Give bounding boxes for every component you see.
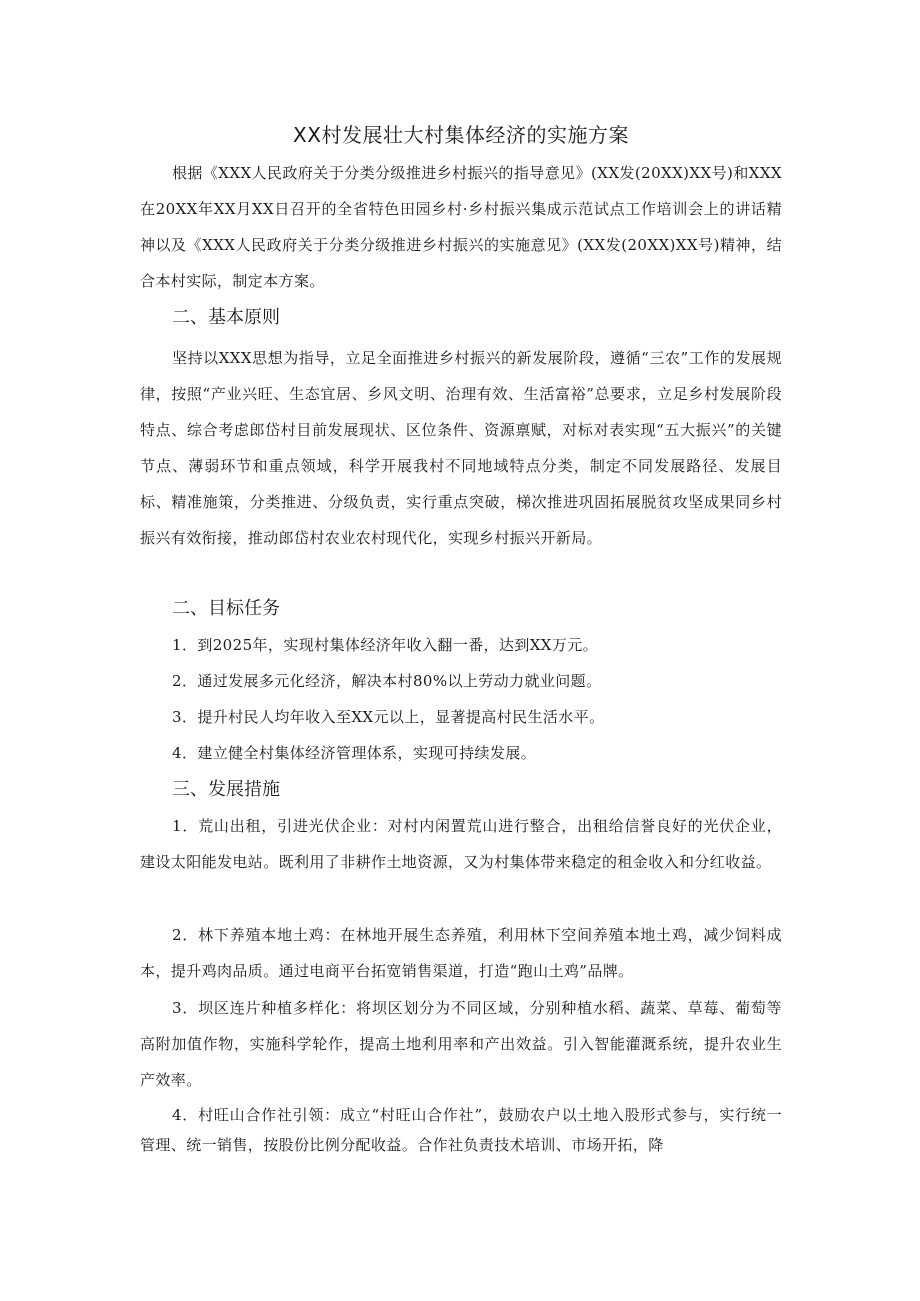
section-heading-principles: 二、基本原则 <box>172 307 280 328</box>
goal-item: 1．到2025年，实现村集体经济年收入翻一番，达到XX万元。 <box>172 636 599 654</box>
intro-paragraph: 根据《XXX人民政府关于分类分级推进乡村振兴的指导意见》(XX发(20XX)XX号)和XXX在20XX年XX月XX日召开的全省特色田园乡村·乡村振兴集成示范试点工作培训会上的讲话精神以及《XXX人民政府关于分类分级推进乡村振兴的实施意见》(XX发(20XX)XX号)精神，结合本村实际，制定本方案。 <box>140 164 782 290</box>
goal-item: 2．通过发展多元化经济，解决本村80%以上劳动力就业问题。 <box>172 672 602 690</box>
document-title: XX村发展壮大村集体经济的实施方案 <box>293 123 629 147</box>
measure-item: 4．村旺山合作社引领：成立“村旺山合作社”，鼓励农户以土地入股形式参与，实行统一管理、统一销售，按股份比例分配收益。合作社负责技术培训、市场开拓，降 <box>140 1106 782 1154</box>
measure-item: 1．荒山出租，引进光伏企业：对村内闲置荒山进行整合，出租给信誉良好的光伏企业，建设太阳能发电站。既利用了非耕作土地资源，又为村集体带来稳定的租金收入和分红收益。 <box>140 817 782 871</box>
measure-item: 2．林下养殖本地土鸡：在林地开展生态养殖，利用林下空间养殖本地土鸡，减少饲料成本，提升鸡肉品质。通过电商平台拓宽销售渠道，打造“跑山土鸡”品牌。 <box>140 926 782 980</box>
section-heading-measures: 三、发展措施 <box>172 779 280 800</box>
section-heading-goals: 二、目标任务 <box>172 598 280 619</box>
measure-item: 3．坝区连片种植多样化：将坝区划分为不同区域，分别种植水稻、蔬菜、草莓、葡萄等高附加值作物，实施科学轮作，提高土地利用率和产出效益。引入智能灌溉系统，提升农业生产效率。 <box>140 999 782 1089</box>
goal-item: 4．建立健全村集体经济管理体系，实现可持续发展。 <box>172 744 537 762</box>
principles-paragraph: 坚持以XXX思想为指导，立足全面推进乡村振兴的新发展阶段，遵循“三农”工作的发展规律，按照“产业兴旺、生态宜居、乡风文明、治理有效、生活富裕”总要求，立足乡村发展阶段特点、综合考虑郎岱村目前发展现状、区位条件、资源禀赋，对标对表实现“五大振兴”的关键节点、薄弱环节和重点领域，科学开展我村不同地域特点分类，制定不同发展路径、发展目标、精准施策，分类推进、分级负责，实行重点突破，梯次推进巩固拓展脱贫攻坚成果同乡村振兴有效衔接，推动郎岱村农业农村现代化，实现乡村振兴开新局。 <box>140 349 782 547</box>
goal-item: 3．提升村民人均年收入至XX元以上，显著提高村民生活水平。 <box>172 708 605 726</box>
